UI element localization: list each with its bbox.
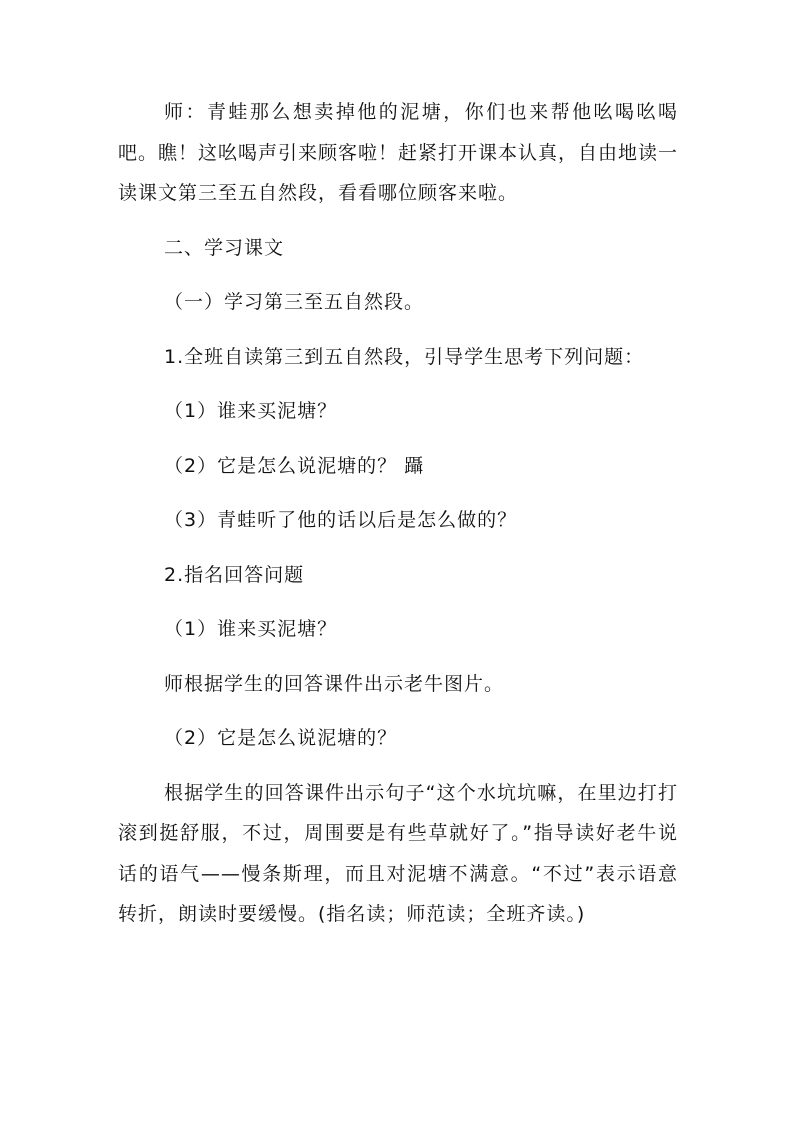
question-2-how-describes: （2）它是怎么说泥塘的？ 躡 <box>164 454 425 477</box>
paragraph-ox-sentence-guidance: 根据学生的回答课件出示句子“这个水坑坑嘛，在里边打打滚到挺舒服，不过，周围要是有些草就好了。”指导读好老牛说话的语气——慢条斯理，而且对泥塘不满意。“不过”表示语意转折，朗读时要缓慢。(指名读；师范读；全班齐读。) <box>118 781 678 925</box>
question-1-who-buys: （1）谁来买泥塘？ <box>164 400 338 422</box>
section-heading-study-text: 二、学习课文 <box>164 236 285 259</box>
instruction-self-reading: 1.全班自读第三到五自然段，引导学生思考下列问题： <box>164 345 645 368</box>
teacher-show-ox-image: 师根据学生的回答课件出示老牛图片。 <box>164 672 505 695</box>
answer-1-who-buys: （1）谁来买泥塘？ <box>164 618 338 640</box>
subsection-heading-paragraphs-3-5: （一）学习第三至五自然段。 <box>164 291 425 313</box>
question-3-frog-reaction: （3）青蛙听了他的话以后是怎么做的？ <box>164 509 518 531</box>
instruction-answer-questions: 2.指名回答问题 <box>164 563 305 586</box>
document-body <box>118 92 678 935</box>
answer-2-how-describes: （2）它是怎么说泥塘的？ <box>164 727 398 749</box>
paragraph-teacher-intro: 师：青蛙那么想卖掉他的泥塘，你们也来帮他吆喝吆喝吧。瞧！这吆喝声引来顾客啦！赶紧打开课本认真，自由地读一读课文第三至五自然段，看看哪位顾客来啦。 <box>118 101 679 204</box>
